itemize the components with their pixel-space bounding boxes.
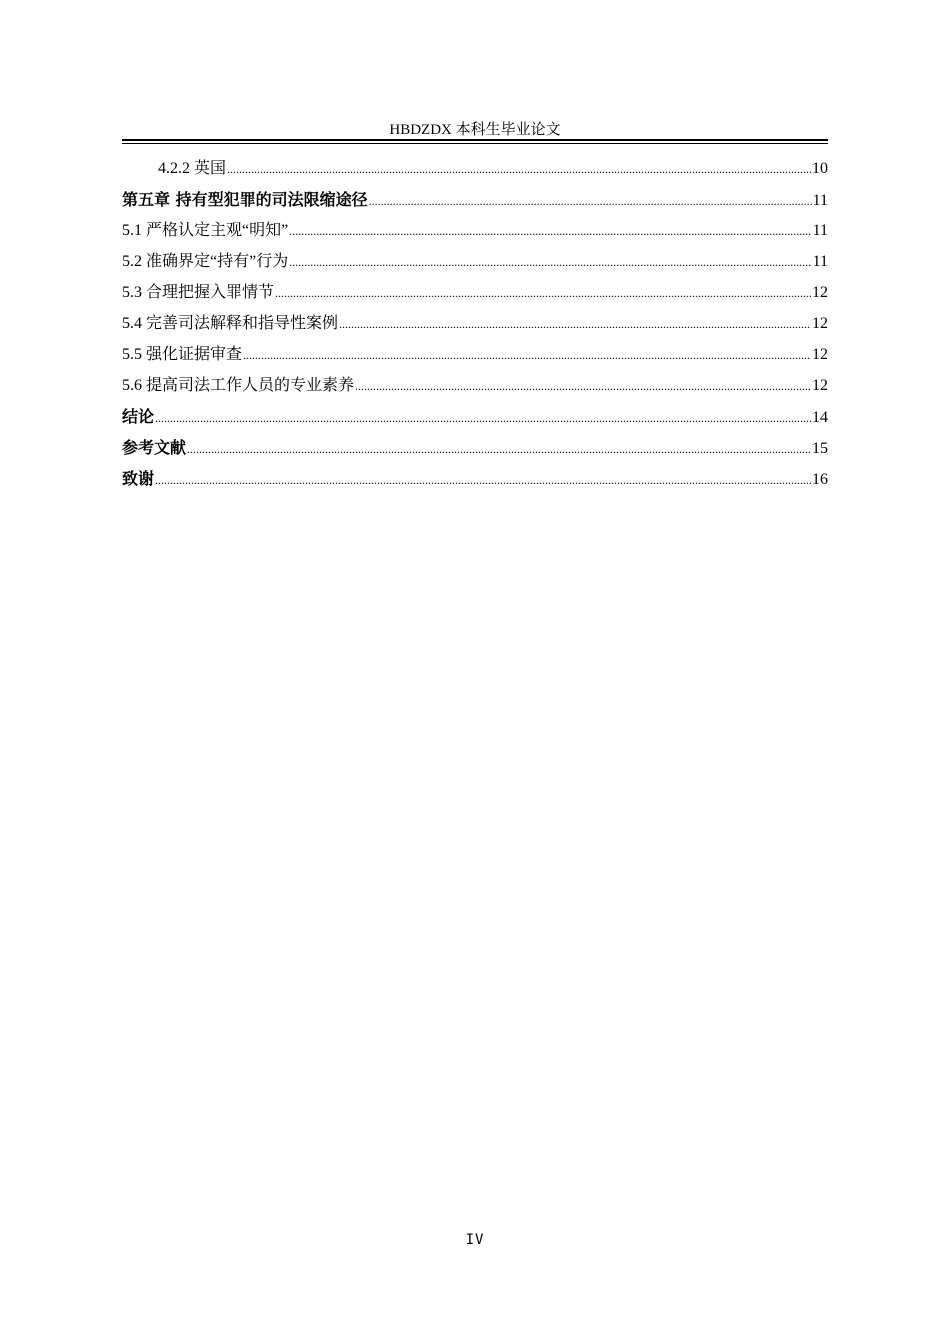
toc-entry-page: 12 [812, 377, 828, 394]
toc-entry-conclusion[interactable] [122, 403, 828, 434]
toc-entry-title: 4.2.2 英国 [158, 160, 227, 177]
toc-dot-leader [355, 372, 811, 400]
toc-dot-leader [187, 435, 811, 463]
toc-entry-title: 结论 [122, 407, 155, 426]
toc-entry-title: 第五章 持有型犯罪的司法限缩途径 [122, 190, 368, 209]
toc-entry-page: 10 [812, 160, 828, 177]
toc-entry-title: 致谢 [122, 469, 155, 488]
toc-dot-leader [243, 341, 811, 369]
toc-entry-page: 11 [812, 253, 828, 270]
page-header: HBDZDX 本科生毕业论文 [389, 122, 561, 138]
page-number: IV [465, 1232, 485, 1248]
toc-entry-page: 12 [812, 284, 828, 301]
toc-entry-page: 16 [812, 471, 828, 488]
toc-dot-leader [339, 310, 811, 338]
toc-entry-page: 15 [812, 440, 828, 457]
toc-dot-leader [289, 217, 811, 245]
toc-entry-title: 5.3 合理把握入罪情节 [122, 284, 275, 301]
toc-entry-5-6[interactable] [122, 372, 828, 403]
toc-entry-page: 12 [812, 315, 828, 332]
toc-dot-leader [369, 187, 812, 215]
toc-entry-title: 5.1 严格认定主观“明知” [122, 222, 289, 239]
header-rule-thin [122, 143, 828, 144]
toc-entry-title: 参考文献 [122, 438, 187, 457]
toc-dot-leader [155, 404, 811, 432]
toc-entry-chapter-5[interactable] [122, 186, 828, 217]
toc-dot-leader [155, 466, 811, 494]
toc-entry-page: 12 [812, 346, 828, 363]
toc-entry-title: 5.4 完善司法解释和指导性案例 [122, 315, 339, 332]
toc-dot-leader [275, 279, 811, 307]
toc-dot-leader [227, 155, 811, 183]
toc-entry-5-4[interactable] [122, 310, 828, 341]
header-rule-thick [122, 139, 828, 141]
toc-entry-5-3[interactable] [122, 279, 828, 310]
toc-entry-title: 5.2 准确界定“持有”行为 [122, 253, 289, 270]
toc-entry-5-5[interactable] [122, 341, 828, 372]
toc-entry-page: 11 [812, 222, 828, 239]
toc-entry-5-2[interactable] [122, 248, 828, 279]
toc-entry-4-2-2[interactable] [122, 155, 828, 186]
toc-entry-title: 5.6 提高司法工作人员的专业素养 [122, 377, 355, 394]
toc-entry-page: 14 [812, 409, 828, 426]
toc-entry-title: 5.5 强化证据审查 [122, 346, 243, 363]
toc-dot-leader [289, 248, 811, 276]
toc-entry-page: 11 [812, 192, 828, 209]
toc-entry-5-1[interactable] [122, 217, 828, 248]
toc-entry-acknowledgements[interactable] [122, 465, 828, 496]
table-of-contents [122, 155, 828, 496]
toc-entry-references[interactable] [122, 434, 828, 465]
